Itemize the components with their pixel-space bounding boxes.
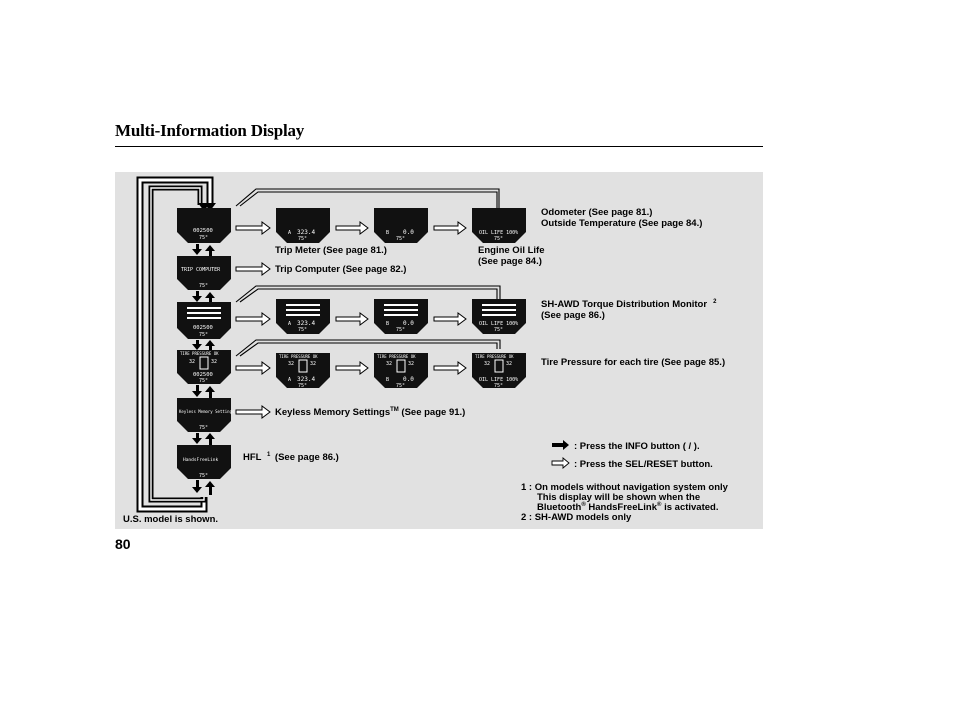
label-us-model: U.S. model is shown. <box>123 514 219 525</box>
screen-oil-life-text: OIL LIFE 100% <box>479 230 519 236</box>
legend-icons <box>552 440 569 468</box>
screen-trip-a-temp: 75° <box>298 236 308 242</box>
screen-trip-b-label: B <box>386 230 390 236</box>
label-keyless-tm: TM <box>390 407 399 413</box>
screen-tire-1-temp: 75° <box>199 378 209 384</box>
screen-tire-1-odo: 002500 <box>193 372 213 378</box>
screen-trip-a-value: 323.4 <box>297 229 316 236</box>
screen-keyless-text: Keyless Memory Settings <box>179 409 235 414</box>
screen-tire-2-fr: 32 <box>310 361 317 367</box>
label-shawd-sup: 2 <box>713 299 717 305</box>
label-engine-oil-life-page: (See page 84.) <box>478 256 542 267</box>
label-shawd-page: (See page 86.) <box>541 310 605 321</box>
screen-tire-1-header: TIRE PRESSURE OK <box>180 351 219 356</box>
screen-shawd-3-b: B <box>386 321 390 327</box>
screen-row-6 <box>177 445 231 479</box>
screen-trip-a-label: A <box>288 230 292 236</box>
label-shawd-monitor <box>541 299 716 310</box>
label-hfl-page: (See page 86.) <box>274 452 339 463</box>
screen-hfl-temp: 75° <box>199 473 209 479</box>
screen-tire-4-fl: 32 <box>484 361 491 367</box>
note-1-reg-1: ® <box>581 502 586 508</box>
note-1-activated: is activated. <box>661 502 719 513</box>
screen-tire-3-value: 0.0 <box>403 376 414 383</box>
screen-tire-2-temp: 75° <box>298 383 308 389</box>
screen-tc-temp: 75° <box>199 283 209 289</box>
note-1-handsfreelink: HandsFreeLink <box>585 502 658 513</box>
screen-tire-3-temp: 75° <box>396 383 406 389</box>
screen-trip-b-temp: 75° <box>396 236 406 242</box>
screen-row-5 <box>177 398 235 432</box>
screen-tire-2-value: 323.4 <box>297 376 316 383</box>
label-keyless-text: Keyless Memory Settings <box>275 407 391 418</box>
page-title: Multi-Information Display <box>115 121 305 140</box>
screen-tire-4-oil: OIL LIFE 100% <box>479 377 519 383</box>
screen-tire-3-fl: 32 <box>386 361 393 367</box>
label-hfl <box>243 452 339 463</box>
screen-shawd-2-value: 323.4 <box>297 320 316 327</box>
legend-sel-reset: : Press the SEL/RESET button. <box>574 459 713 470</box>
screen-shawd-3-temp: 75° <box>396 327 406 333</box>
screen-shawd-odo: 002500 <box>193 325 213 331</box>
label-tire-pressure: Tire Pressure for each tire (See page 85.) <box>541 357 726 368</box>
screen-tire-1-fl: 32 <box>189 359 196 365</box>
screen-keyless-temp: 75° <box>199 425 209 431</box>
screen-tire-2-header: TIRE PRESSURE OK <box>279 354 318 359</box>
screen-trip-b-value: 0.0 <box>403 229 414 236</box>
label-hfl-text: HFL <box>243 452 262 463</box>
screen-tire-3-b: B <box>386 377 390 383</box>
screen-tire-1-fr: 32 <box>211 359 218 365</box>
label-trip-meter: Trip Meter (See page 81.) <box>275 245 387 256</box>
screen-shawd-3-value: 0.0 <box>403 320 414 327</box>
screen-row-2 <box>177 256 231 290</box>
label-keyless-memory <box>275 407 465 418</box>
screen-shawd-2-a: A <box>288 321 292 327</box>
label-odometer: Odometer (See page 81.) <box>541 207 653 218</box>
screen-tire-2-fl: 32 <box>288 361 295 367</box>
screen-shawd-temp: 75° <box>199 332 209 338</box>
screen-shawd-2-temp: 75° <box>298 327 308 333</box>
screen-tire-4-temp: 75° <box>494 383 504 389</box>
label-engine-oil-life: Engine Oil Life <box>478 245 545 256</box>
screen-shawd-4-oil: OIL LIFE 100% <box>479 321 519 327</box>
label-shawd-monitor-text: SH-AWD Torque Distribution Monitor <box>541 299 708 310</box>
screen-odo-value: 002500 <box>193 228 213 234</box>
info-arrow-icon <box>552 440 569 450</box>
note-1-line-1: 1 : On models without navigation system only <box>521 482 728 493</box>
screen-tire-4-fr: 32 <box>506 361 513 367</box>
screen-oil-temp: 75° <box>494 236 504 242</box>
screen-hfl-text: HandsFreeLink <box>183 458 219 463</box>
screen-tire-3-header: TIRE PRESSURE OK <box>377 354 416 359</box>
label-trip-computer: Trip Computer (See page 82.) <box>275 264 407 275</box>
note-2: 2 : SH-AWD models only <box>521 512 632 523</box>
screen-shawd-4-temp: 75° <box>494 327 504 333</box>
screen-trip-computer-text: TRIP COMPUTER <box>181 267 221 273</box>
label-keyless-page: (See page 91.) <box>401 407 466 418</box>
screen-temp-value: 75° <box>199 235 209 241</box>
note-1-line-2: This display will be shown when the <box>537 492 701 503</box>
page-number: 80 <box>115 536 131 552</box>
screen-tire-4-header: TIRE PRESSURE OK <box>475 354 514 359</box>
legend-info-button: : Press the INFO button ( / ). <box>574 441 700 452</box>
note-1-bluetooth: Bluetooth <box>537 502 582 513</box>
label-outside-temp: Outside Temperature (See page 84.) <box>541 218 703 229</box>
note-1-reg-2: ® <box>657 502 662 508</box>
sel-reset-arrow-icon <box>552 458 569 468</box>
screen-tire-2-a: A <box>288 377 292 383</box>
label-hfl-sup: 1 <box>266 452 271 458</box>
screen-tire-3-fr: 32 <box>408 361 415 367</box>
